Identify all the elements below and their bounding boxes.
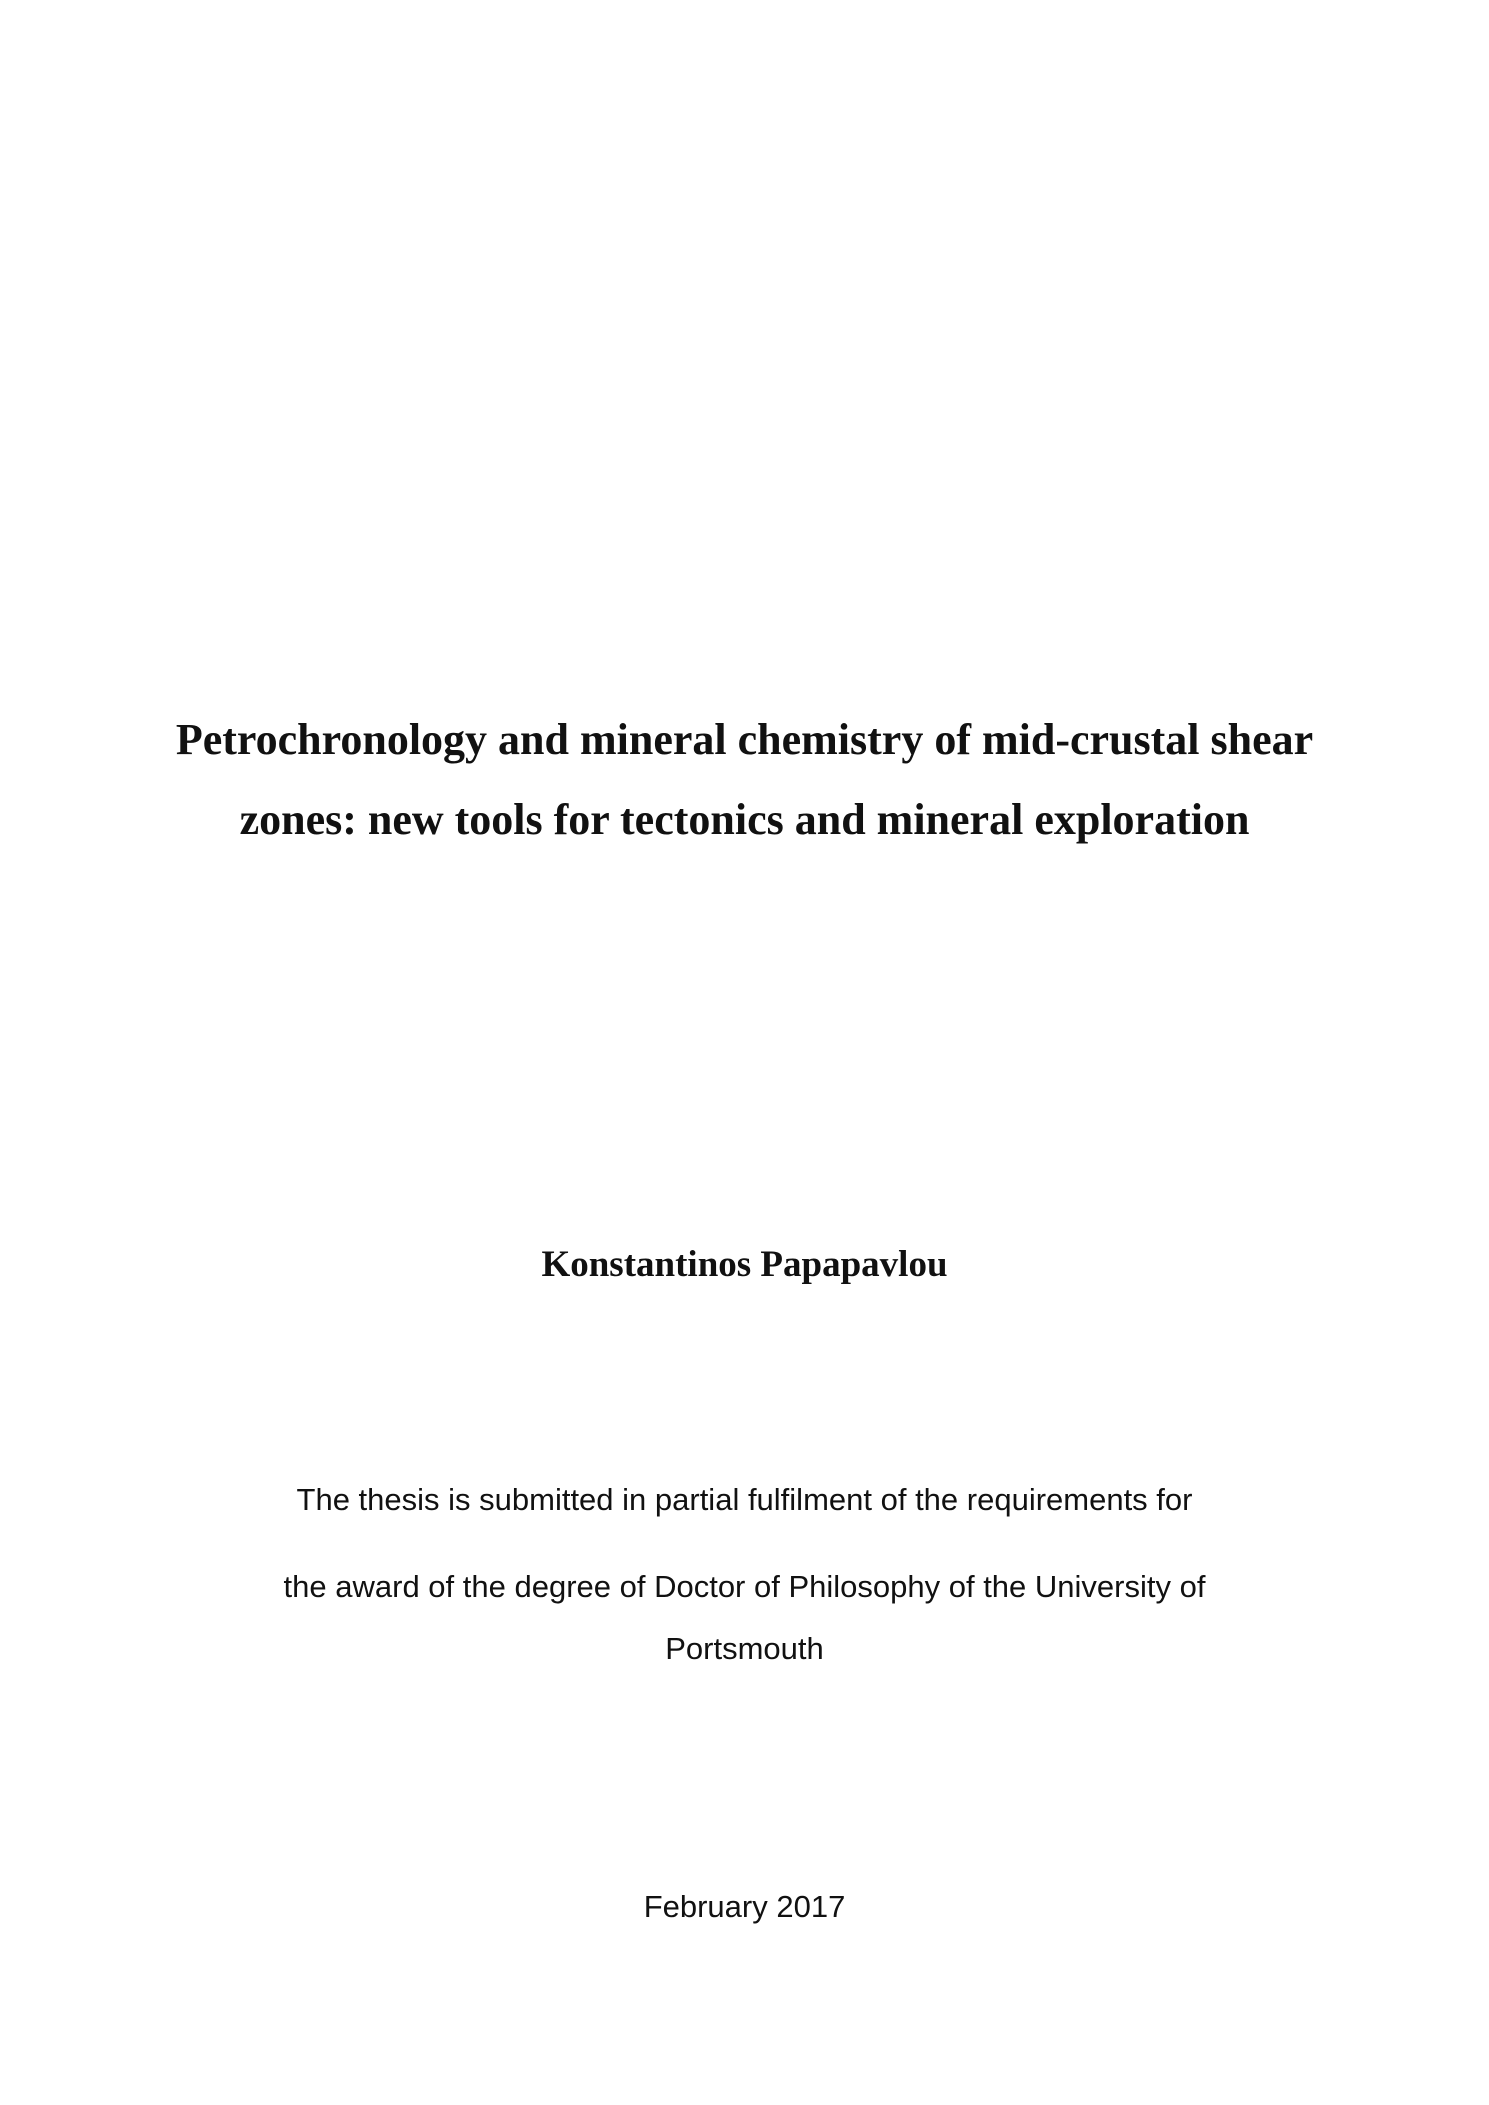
submission-statement-line-1: The thesis is submitted in partial fulfilment of the requirements for — [296, 1482, 1193, 1517]
thesis-title — [150, 700, 1339, 860]
thesis-title-line-2: zones: new tools for tectonics and mineral exploration — [239, 795, 1250, 844]
submission-statement — [150, 1470, 1339, 1680]
submission-date: February 2017 — [643, 1889, 846, 1924]
submission-statement-line-3: Portsmouth — [665, 1631, 824, 1666]
submission-statement-line-2: the award of the degree of Doctor of Philosophy of the University of — [283, 1569, 1206, 1604]
author-name: Konstantinos Papapavlou — [541, 1244, 948, 1285]
thesis-title-line-1: Petrochronology and mineral chemistry of mid-crustal shear — [175, 715, 1314, 764]
